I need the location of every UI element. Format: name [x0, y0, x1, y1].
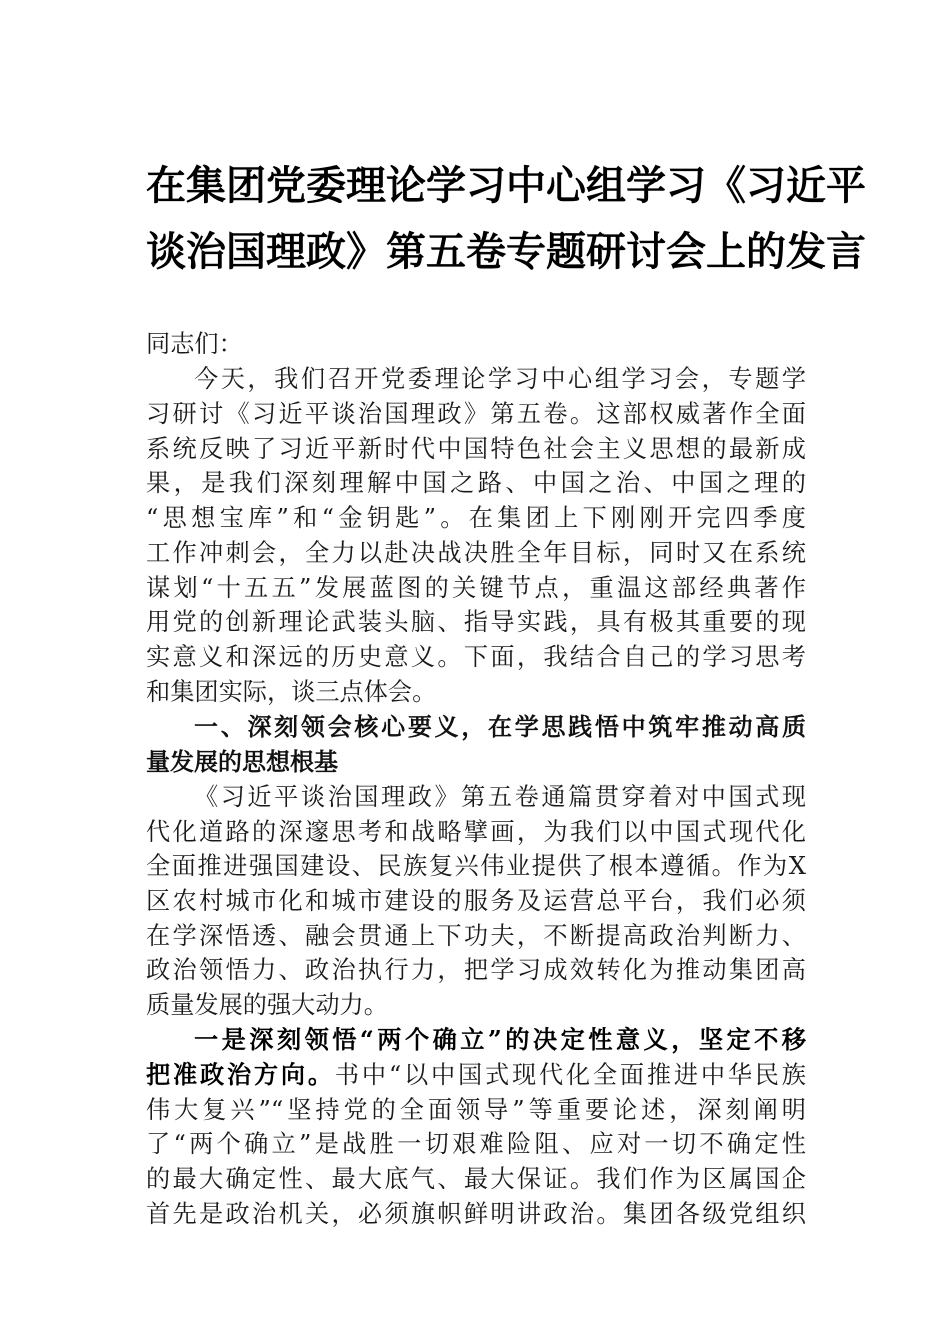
intro-line: 工作冲刺会，全力以赴决战决胜全年目标，同时又在系统 [146, 539, 806, 567]
document-title-line-1: 在集团党委理论学习中心组学习《习近平 [146, 162, 866, 209]
section-paragraph-line: 在学深悟透、融会贯通上下功夫，不断提高政治判断力、 [146, 922, 806, 950]
intro-line: 系统反映了习近平新时代中国特色社会主义思想的最新成 [146, 435, 806, 463]
intro-line: 习研讨《习近平谈治国理政》第五卷。这部权威著作全面 [146, 400, 806, 428]
intro-line: 用党的创新理论武装头脑、指导实践，具有极其重要的现 [146, 608, 806, 636]
document-title-line-2: 谈治国理政》第五卷专题研讨会上的发言 [146, 228, 866, 275]
section-paragraph-line: 《习近平谈治国理政》第五卷通篇贯穿着对中国式现 [194, 783, 806, 811]
intro-line: 今天，我们召开党委理论学习中心组学习会，专题学 [194, 365, 806, 393]
point-text-line: 首先是政治机关，必须旗帜鲜明讲政治。集团各级党组织 [146, 1200, 806, 1228]
section-paragraph-line: 代化道路的深邃思考和战略擘画，为我们以中国式现代化 [146, 818, 806, 846]
intro-line: “思想宝库”和“金钥匙”。在集团上下刚刚开完四季度 [146, 504, 806, 532]
section-paragraph-line: 区农村城市化和城市建设的服务及运营总平台，我们必须 [146, 887, 806, 915]
intro-line: 谋划“十五五”发展蓝图的关键节点，重温这部经典著作 [146, 574, 806, 602]
section-heading-line-1: 一、深刻领会核心要义，在学思践悟中筑牢推动高质 [194, 713, 806, 741]
point-text: 书中“以中国式现代化全面推进中华民族 [334, 1061, 806, 1089]
point-mixed-line [146, 1058, 806, 1093]
section-paragraph-line: 质量发展的强大动力。 [146, 991, 388, 1019]
section-paragraph-line: 政治领悟力、政治执行力，把学习成效转化为推动集团高 [146, 956, 806, 984]
intro-line: 和集团实际，谈三点体会。 [146, 678, 437, 706]
point-heading-bold-line: 一是深刻领悟“两个确立”的决定性意义，坚定不移 [194, 1025, 806, 1054]
salutation: 同志们： [146, 330, 243, 358]
point-text-line: 伟大复兴”“坚持党的全面领导”等重要论述，深刻阐明 [146, 1096, 806, 1124]
point-text-line: 的最大确定性、最大底气、最大保证。我们作为区属国企 [146, 1165, 806, 1193]
section-heading-line-2: 量发展的思想根基 [146, 748, 338, 776]
intro-line: 实意义和深远的历史意义。下面，我结合自己的学习思考 [146, 643, 806, 671]
point-text-line: 了“两个确立”是战胜一切艰难险阻、应对一切不确定性 [146, 1130, 806, 1158]
point-heading-bold-lead: 把准政治方向。 [146, 1060, 335, 1089]
intro-line: 果，是我们深刻理解中国之路、中国之治、中国之理的 [146, 469, 806, 497]
section-paragraph-line: 全面推进强国建设、民族复兴伟业提供了根本遵循。作为X [146, 852, 806, 880]
